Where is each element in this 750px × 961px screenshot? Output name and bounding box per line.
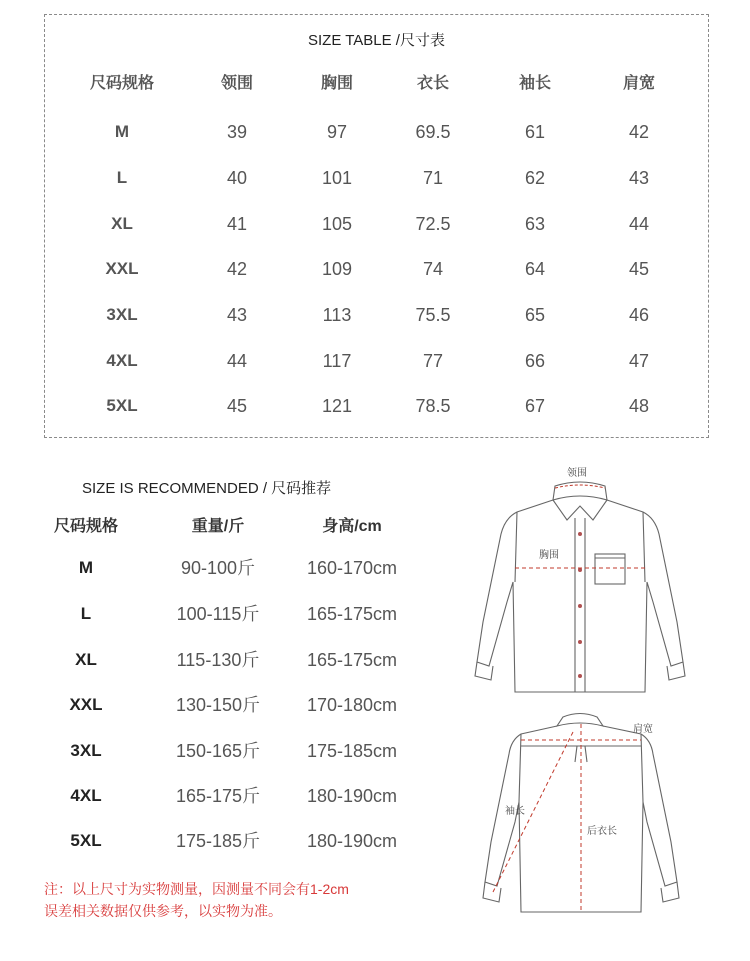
- table-cell: 43: [226, 305, 248, 325]
- table-row: [0, 824, 440, 858]
- table-cell: 113: [322, 305, 352, 325]
- table-row: [45, 298, 708, 332]
- table-row: [45, 344, 708, 378]
- table-cell: 165-175cm: [306, 604, 398, 624]
- table-cell: 105: [321, 214, 353, 234]
- table-cell: 48: [628, 396, 650, 416]
- table-cell: 63: [524, 214, 546, 234]
- table-row: [0, 688, 440, 722]
- table-cell: 40: [226, 168, 248, 188]
- note-line-1: 注：以上尺寸为实物测量，因测量不同会有1-2cm: [44, 881, 349, 897]
- shirt-diagram: [455, 462, 730, 922]
- table-row: [45, 161, 708, 195]
- size-table: [44, 14, 709, 438]
- table-cell: 64: [524, 259, 546, 279]
- size-label: XL: [75, 650, 97, 669]
- table-cell: 47: [628, 351, 650, 371]
- table-cell: 74: [422, 259, 444, 279]
- column-header: 袖长: [518, 75, 551, 92]
- table-cell: 115-130斤: [176, 650, 260, 670]
- table-row: [0, 643, 440, 677]
- table-cell: 165-175cm: [306, 650, 398, 670]
- size-label: M: [114, 122, 130, 141]
- table-cell: 150-165斤: [175, 741, 261, 761]
- table-cell: 175-185斤: [175, 831, 261, 851]
- table-cell: 66: [524, 351, 546, 371]
- column-header: 胸围: [320, 75, 353, 92]
- table-cell: 165-175斤: [175, 786, 261, 806]
- size-label: XXL: [69, 695, 103, 714]
- table-cell: 45: [628, 259, 650, 279]
- column-header: 衣长: [416, 75, 449, 92]
- table-cell: 180-190cm: [306, 786, 398, 806]
- table-cell: 71: [422, 168, 444, 188]
- table-cell: 117: [322, 351, 352, 371]
- table-cell: 41: [226, 214, 248, 234]
- table-row: [0, 734, 440, 768]
- back-length-label: 后衣长: [587, 826, 617, 837]
- table-cell: 90-100斤: [180, 558, 256, 578]
- table-cell: 75.5: [415, 305, 451, 325]
- shoulder-label: 肩宽: [633, 724, 653, 735]
- table-cell: 100-115斤: [176, 604, 260, 624]
- size-label: L: [116, 168, 128, 187]
- column-header: 领围: [220, 75, 253, 92]
- table-cell: 45: [226, 396, 248, 416]
- table-cell: 44: [628, 214, 650, 234]
- table-cell: 97: [326, 122, 348, 142]
- table-cell: 170-180cm: [306, 695, 398, 715]
- recommended-title: SIZE IS RECOMMENDED / 尺码推荐: [82, 480, 332, 497]
- table-cell: 44: [226, 351, 248, 371]
- size-label: XL: [111, 214, 133, 233]
- chest-label: 胸围: [539, 550, 559, 561]
- shirt-front-illustration: [475, 482, 685, 692]
- column-header: 重量/斤: [191, 518, 245, 535]
- table-cell: 42: [226, 259, 248, 279]
- table-cell: 77: [422, 351, 444, 371]
- size-table-title: SIZE TABLE /尺寸表: [308, 32, 445, 49]
- measurement-note: [44, 878, 349, 922]
- size-label: 4XL: [106, 351, 138, 370]
- table-row: [0, 597, 440, 631]
- size-label: 5XL: [106, 396, 138, 415]
- table-cell: 46: [628, 305, 650, 325]
- table-cell: 65: [524, 305, 546, 325]
- table-cell: 39: [226, 122, 248, 142]
- collar-label: 领围: [567, 468, 587, 479]
- table-cell: 61: [524, 122, 546, 142]
- table-cell: 69.5: [415, 122, 451, 142]
- recommended-header-row: [0, 510, 440, 544]
- column-header: 尺码规格: [89, 75, 154, 92]
- table-cell: 180-190cm: [306, 831, 398, 851]
- table-row: [45, 389, 708, 423]
- table-cell: 78.5: [415, 396, 451, 416]
- size-label: L: [80, 604, 92, 623]
- table-cell: 175-185cm: [306, 741, 398, 761]
- note-line-2: 误差相关数据仅供参考，以实物为准。: [44, 903, 282, 919]
- table-cell: 109: [321, 259, 353, 279]
- table-cell: 130-150斤: [175, 695, 261, 715]
- sleeve-label: 袖长: [505, 806, 525, 817]
- table-row: [45, 207, 708, 241]
- table-cell: 42: [628, 122, 650, 142]
- size-label: 3XL: [106, 305, 138, 324]
- size-label: 3XL: [70, 741, 102, 760]
- table-row: [45, 115, 708, 149]
- size-label: 5XL: [70, 831, 102, 850]
- table-row: [0, 551, 440, 585]
- collar-measure-line: [555, 485, 605, 488]
- size-label: M: [78, 558, 94, 577]
- column-header: 身高/cm: [322, 518, 382, 535]
- table-cell: 43: [628, 168, 650, 188]
- size-label: 4XL: [70, 786, 102, 805]
- size-table-header-row: [45, 67, 708, 101]
- column-header: 肩宽: [622, 75, 655, 92]
- table-cell: 160-170cm: [306, 558, 398, 578]
- table-row: [0, 779, 440, 813]
- table-cell: 72.5: [415, 214, 451, 234]
- table-row: [45, 252, 708, 286]
- column-header: 尺码规格: [53, 518, 118, 535]
- size-label: XXL: [105, 259, 139, 278]
- table-cell: 62: [524, 168, 546, 188]
- table-cell: 121: [321, 396, 353, 416]
- front-buttons: [578, 532, 582, 678]
- table-cell: 101: [321, 168, 353, 188]
- table-cell: 67: [524, 396, 546, 416]
